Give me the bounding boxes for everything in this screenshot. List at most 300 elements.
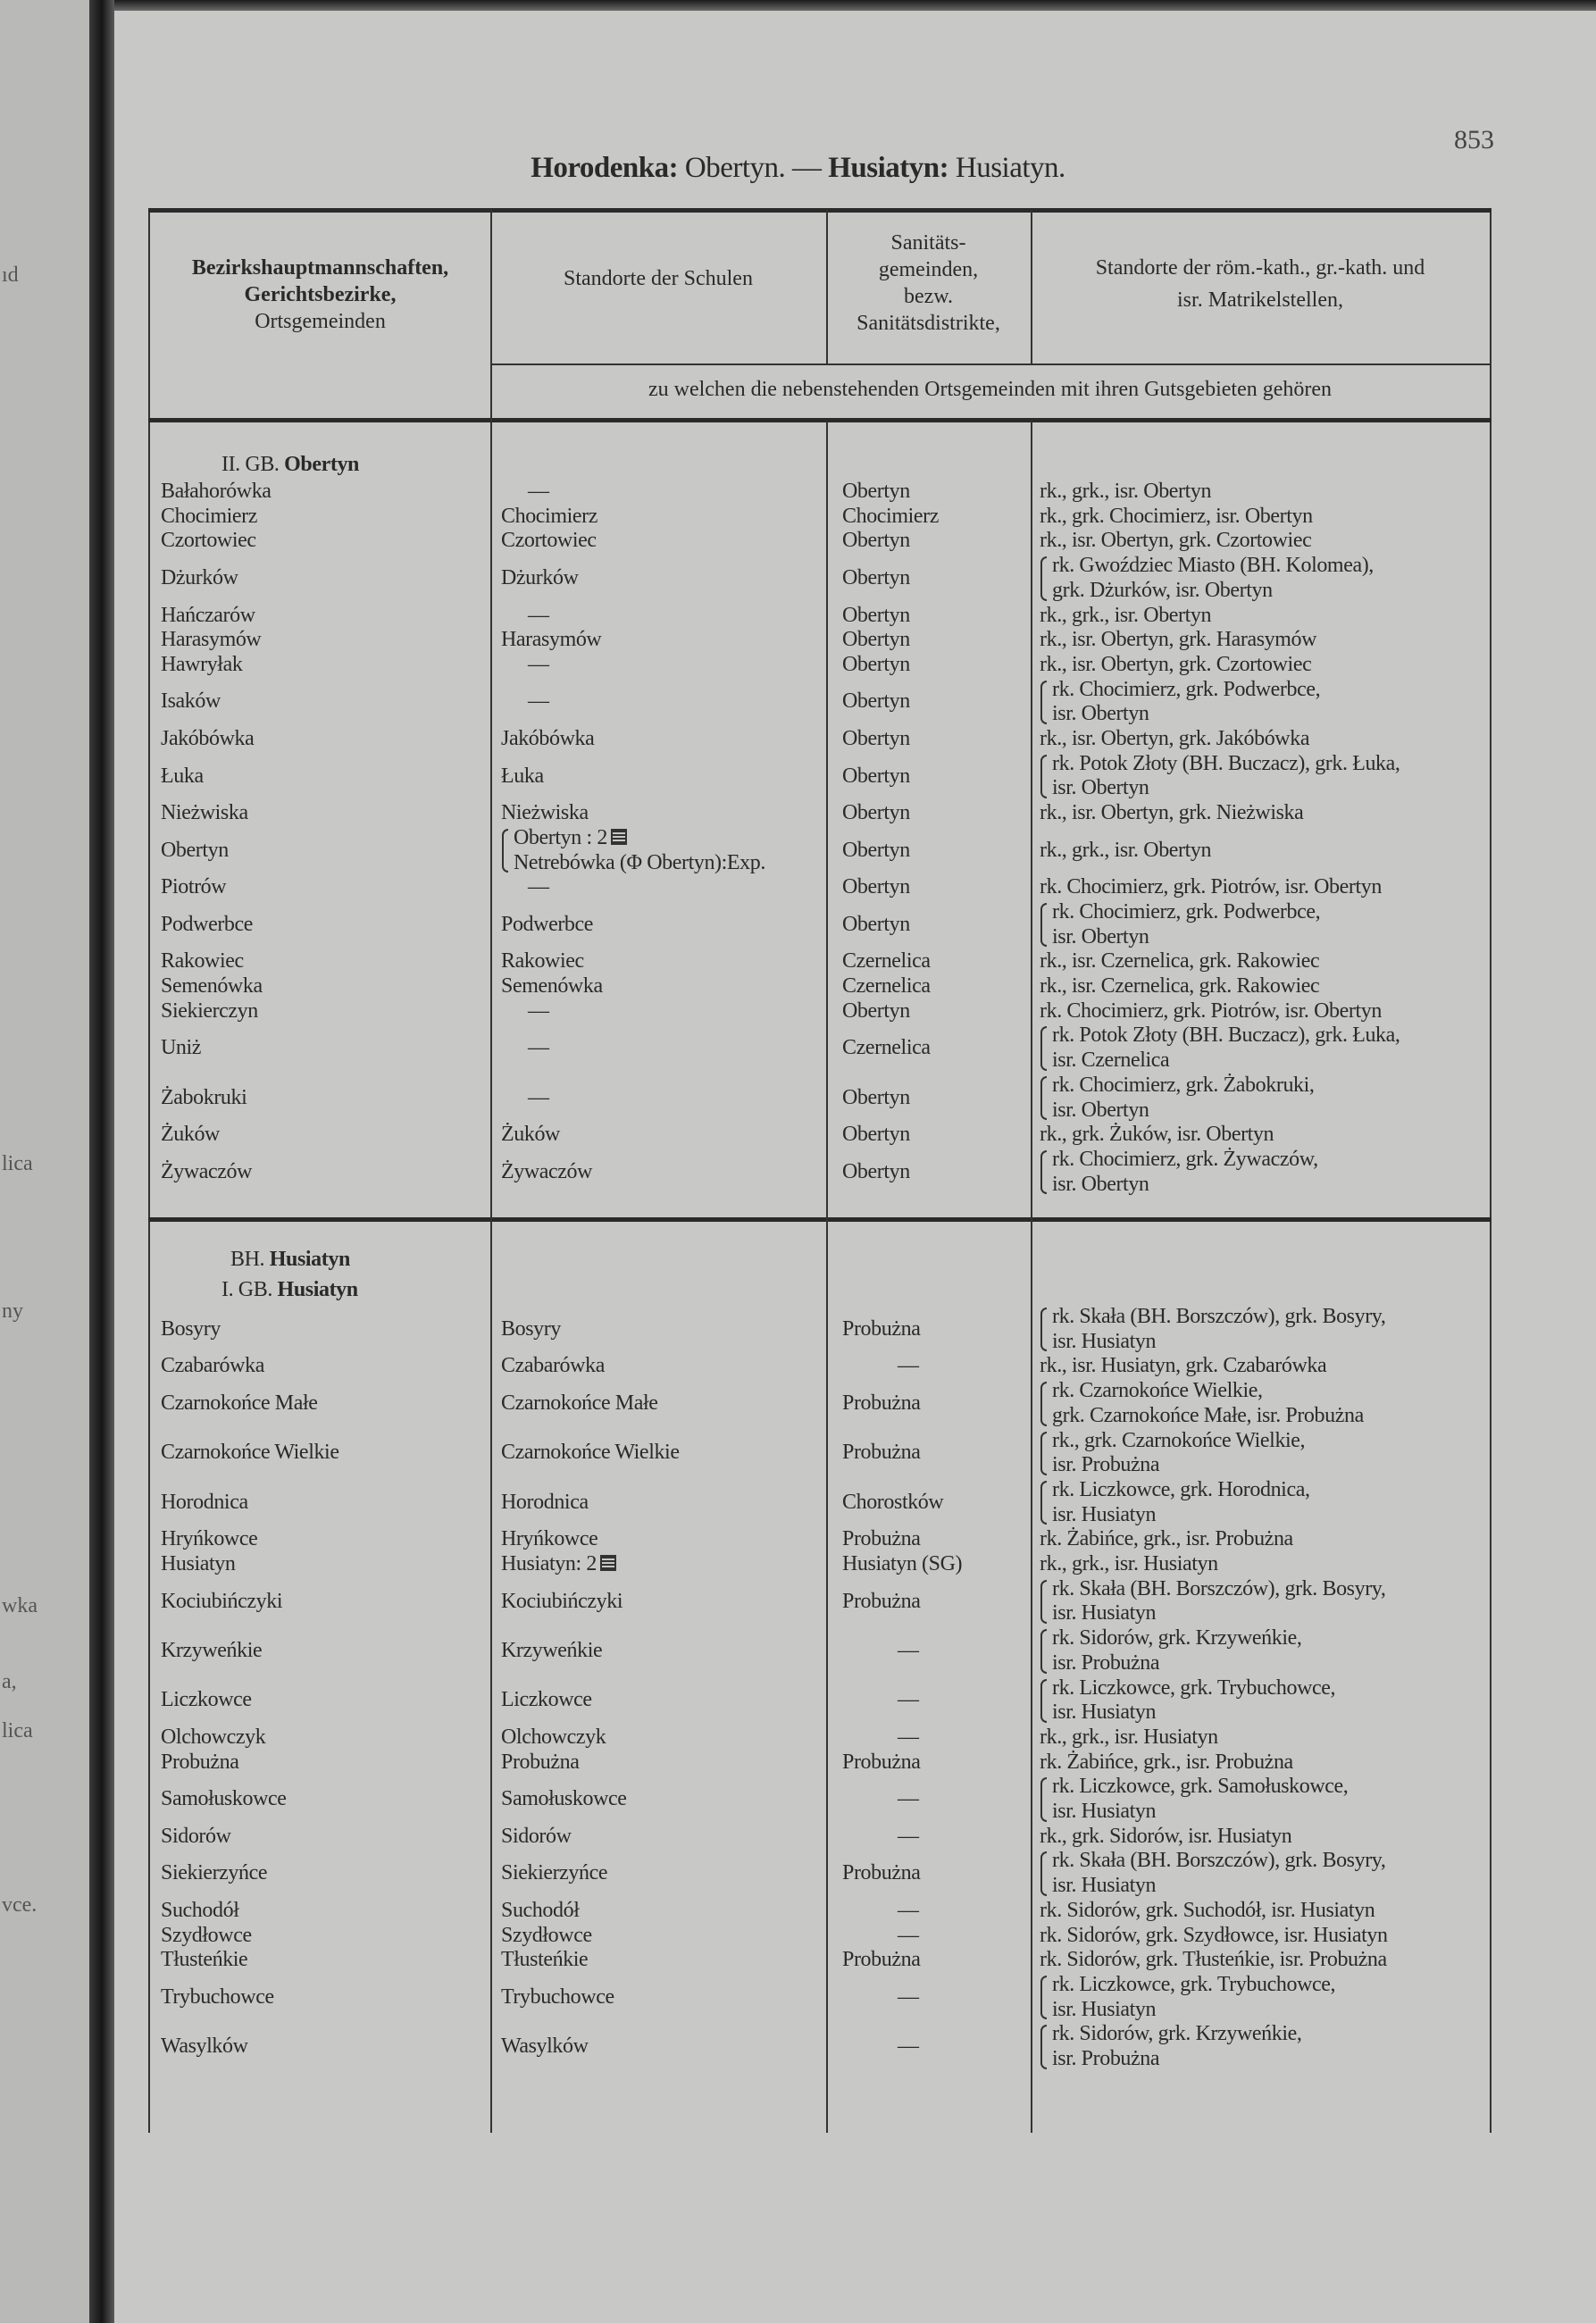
section-obertyn [150, 449, 1490, 1197]
school-location [490, 505, 826, 530]
registry-line: rk. Liczkowce, grk. Horodnica, [1052, 1477, 1310, 1501]
braced-group [1040, 900, 1490, 949]
sanitary-district: Obertyn [842, 875, 910, 899]
sanitary-district: Obertyn [842, 689, 910, 714]
table-row [150, 875, 1490, 900]
table-row [150, 678, 1490, 727]
margin-fragment: wka [2, 1594, 38, 1617]
table-row [150, 949, 1490, 974]
registry-line: rk. Sidorów, grk. Tłusteńkie, isr. Probużna [1040, 1948, 1387, 1972]
registry-locations [1031, 529, 1490, 554]
registry-line: isr. Czernelica [1052, 1049, 1170, 1073]
registry-line: rk. Sidorów, grk. Krzyweńkie, [1052, 2022, 1302, 2046]
registry-line: rk. Chocimierz, grk. Piotrów, isr. Obertyn [1040, 999, 1382, 1023]
registry-line: rk. Chocimierz, grk. Podwerbce, [1052, 899, 1321, 923]
school-line: Tłusteńkie [501, 1948, 589, 1972]
school-line: Jakóbówka [501, 727, 595, 751]
school-location [490, 765, 826, 790]
title-court-2: Husiatyn. [948, 152, 1065, 184]
table-row [150, 900, 1490, 949]
school-location [490, 1985, 826, 2010]
school-location [490, 604, 826, 629]
table-row [150, 1024, 1490, 1073]
school-location [490, 1948, 826, 1973]
registry-line: rk. Skała (BH. Borszczów), grk. Bosyry, [1052, 1576, 1386, 1600]
school-location [490, 1123, 826, 1148]
registry-line: rk. Potok Złoty (BH. Buczacz), grk. Łuka, [1052, 1024, 1400, 1048]
brace-icon [1040, 1026, 1047, 1070]
braced-group [1040, 1148, 1490, 1197]
municipality-name: Żywaczów [161, 1159, 253, 1183]
brace-icon [1040, 903, 1047, 947]
school-location [490, 1317, 826, 1342]
municipality-name: Dżurków [161, 565, 238, 589]
municipality-name: Nieżwiska [161, 801, 248, 825]
municipality-name: Probużna [161, 1750, 239, 1774]
school-location [490, 1688, 826, 1713]
registry-locations [1031, 505, 1490, 530]
margin-fragment: lica [2, 1719, 33, 1742]
table-row [150, 1973, 1490, 2022]
header-text: Sanitätsdistrikte, [856, 312, 1000, 335]
municipality-name: Olchowczyk [161, 1725, 266, 1749]
school-line: Wasylków [501, 2035, 589, 2059]
school-line: Dżurków [501, 565, 579, 589]
header-col-sanitary [826, 230, 1031, 337]
table-row [150, 1148, 1490, 1197]
header-text: Bezirkshauptmannschaften, [191, 256, 449, 280]
section-husiatyn [150, 1244, 1490, 2072]
school-line: — [528, 480, 549, 503]
sanitary-district: Obertyn [842, 1159, 910, 1183]
school-line: Czabarówka [501, 1354, 605, 1378]
header-text: Ortsgemeinden [255, 310, 386, 333]
sanitary-district: Obertyn [842, 529, 910, 553]
sanitary-district: Obertyn [842, 603, 910, 627]
post-office-icon [600, 1555, 616, 1571]
sanitary-district: Probużna [842, 1589, 921, 1613]
school-location [490, 1391, 826, 1416]
brace-icon [1040, 1076, 1047, 1120]
registry-line: isr. Husiatyn [1052, 1874, 1157, 1898]
braced-group [1040, 1429, 1490, 1478]
registry-locations [1031, 1577, 1490, 1626]
school-line: Horodnica [501, 1490, 589, 1514]
municipality-name: Podwerbce [161, 912, 254, 936]
braced-group [1040, 1305, 1490, 1354]
brace-icon [1040, 2025, 1047, 2068]
registry-line: rk., isr. Obertyn, grk. Harasymów [1040, 628, 1317, 652]
sanitary-district: Obertyn [842, 480, 910, 503]
table-row [150, 1726, 1490, 1751]
registry-locations [1031, 900, 1490, 949]
registry-line: rk., isr. Husiatyn, grk. Czabarówka [1040, 1354, 1327, 1378]
table-row [150, 1948, 1490, 1973]
table-row [150, 1478, 1490, 1527]
registry-line: grk. Dżurków, isr. Obertyn [1052, 578, 1273, 602]
brace-icon [1040, 755, 1047, 798]
school-location [490, 1899, 826, 1924]
registry-locations [1031, 1379, 1490, 1428]
municipality-name: Samołuskowce [161, 1787, 287, 1811]
registry-line: isr. Probużna [1052, 1650, 1160, 1675]
municipality-name: Łuka [161, 764, 204, 788]
heading-place: Obertyn [284, 453, 359, 476]
registry-locations [1031, 974, 1490, 999]
municipality-name: Bosyry [161, 1316, 221, 1341]
title-district-2: Husiatyn: [828, 152, 949, 184]
school-location [490, 1825, 826, 1850]
municipality-name: Kociubińczyki [161, 1589, 283, 1613]
sanitary-district: Probużna [842, 1861, 921, 1885]
registry-locations [1031, 1305, 1490, 1354]
sanitary-district: Husiatyn (SG) [842, 1552, 963, 1576]
municipality-name: Piotrów [161, 875, 227, 899]
school-location [490, 1036, 826, 1061]
header-bottom-rule [148, 418, 1492, 422]
table-row [150, 604, 1490, 629]
municipality-name: Szydłowce [161, 1923, 252, 1947]
sanitary-district: Obertyn [842, 565, 910, 589]
school-line: Czarnokońce Małe [501, 1391, 658, 1415]
school-line: Łuka [501, 764, 544, 788]
sanitary-district: — [898, 1898, 919, 1922]
table-row [150, 1379, 1490, 1428]
brace-icon [1040, 1382, 1047, 1425]
registry-locations [1031, 653, 1490, 678]
sanitary-district: Obertyn [842, 652, 910, 676]
brace-icon [1040, 681, 1047, 724]
school-location [490, 529, 826, 554]
subheader-rule [490, 363, 1490, 365]
registry-line: rk., grk. Sidorów, isr. Husiatyn [1040, 1824, 1292, 1848]
school-line: Sidorów [501, 1824, 572, 1848]
table-row [150, 974, 1490, 999]
registry-locations [1031, 1552, 1490, 1577]
registry-locations [1031, 1726, 1490, 1751]
school-location [490, 1639, 826, 1664]
table-row [150, 1577, 1490, 1626]
school-location [490, 1160, 826, 1185]
school-location [490, 1924, 826, 1949]
registry-locations [1031, 1924, 1490, 1949]
registry-line: rk. Sidorów, grk. Szydłowce, isr. Husiatyn [1040, 1923, 1388, 1947]
sanitary-district: — [898, 1688, 919, 1712]
table-row [150, 1527, 1490, 1552]
sanitary-district: — [898, 1985, 919, 2009]
registry-locations [1031, 839, 1490, 864]
margin-fragment: lica [2, 1152, 33, 1175]
registry-locations [1031, 1676, 1490, 1726]
registry-locations [1031, 554, 1490, 603]
registry-locations [1031, 1354, 1490, 1379]
municipality-name: Czarnokońce Wielkie [161, 1441, 339, 1465]
registry-line: rk. Potok Złoty (BH. Buczacz), grk. Łuka, [1052, 751, 1400, 775]
brace-icon [1040, 1851, 1047, 1895]
school-line: Czortowiec [501, 529, 597, 553]
header-text: isr. Matrikelstellen, [1177, 288, 1343, 312]
sanitary-district: Czernelica [842, 974, 931, 999]
sanitary-district: — [898, 1787, 919, 1811]
table-row [150, 826, 1490, 875]
school-location [490, 2035, 826, 2060]
registry-line: rk. Chocimierz, grk. Żabokruki, [1052, 1073, 1315, 1097]
braced-group [1040, 554, 1490, 603]
header-text: gemeinden, [878, 258, 979, 281]
school-line: Siekierzyńce [501, 1861, 608, 1885]
registry-line: rk. Sidorów, grk. Krzyweńkie, [1052, 1626, 1302, 1650]
table-row [150, 653, 1490, 678]
sanitary-district: Czernelica [842, 1036, 931, 1060]
registry-line: isr. Husiatyn [1052, 1601, 1157, 1625]
school-location [490, 1726, 826, 1751]
school-line: — [528, 1036, 549, 1060]
school-location [490, 566, 826, 591]
sanitary-district: Czernelica [842, 949, 931, 973]
brace-icon [1040, 1580, 1047, 1624]
registry-locations [1031, 1074, 1490, 1123]
registry-locations [1031, 678, 1490, 727]
registry-locations [1031, 628, 1490, 653]
table-row [150, 529, 1490, 554]
registry-locations [1031, 875, 1490, 900]
registry-line: rk., isr. Obertyn, grk. Czortowiec [1040, 652, 1312, 676]
registry-line: isr. Obertyn [1052, 776, 1149, 800]
table-row [150, 505, 1490, 530]
book-gutter [89, 0, 114, 2323]
municipality-name: Liczkowce [161, 1688, 252, 1712]
municipality-name: Żuków [161, 1123, 220, 1147]
school-line: Kociubińczyki [501, 1589, 623, 1613]
brace-icon [1040, 1629, 1047, 1673]
registry-line: isr. Obertyn [1052, 702, 1149, 726]
registry-locations [1031, 1478, 1490, 1527]
registry-locations [1031, 1948, 1490, 1973]
municipality-name: Husiatyn [161, 1552, 236, 1576]
sanitary-district: Obertyn [842, 912, 910, 936]
school-line: Szydłowce [501, 1923, 592, 1947]
sanitary-district: — [898, 1354, 919, 1378]
sanitary-district: Obertyn [842, 764, 910, 788]
municipality-name: Sidorów [161, 1824, 231, 1848]
brace-icon [1040, 1150, 1047, 1194]
municipality-name: Tłusteńkie [161, 1948, 248, 1972]
table-row [150, 1552, 1490, 1577]
table-row [150, 554, 1490, 603]
registry-locations [1031, 1751, 1490, 1776]
sanitary-district: Obertyn [842, 727, 910, 751]
school-line: Nieżwiska [501, 801, 589, 825]
title-court-1: Obertyn. — [678, 152, 829, 184]
municipality-name: Obertyn [161, 838, 229, 862]
register-table [148, 210, 1492, 2133]
sanitary-district: Obertyn [842, 999, 910, 1023]
registry-locations [1031, 801, 1490, 826]
table-row [150, 1626, 1490, 1675]
school-line: Harasymów [501, 628, 602, 652]
school-line: Samołuskowce [501, 1787, 627, 1811]
page-title [0, 152, 1596, 185]
registry-line: rk., grk., isr. Obertyn [1040, 480, 1212, 503]
municipality-name: Jakóbówka [161, 727, 255, 751]
registry-line: rk., grk. Żuków, isr. Obertyn [1040, 1123, 1274, 1147]
braced-group [1040, 1775, 1490, 1824]
sanitary-district: Obertyn [842, 1123, 910, 1147]
municipality-name: Harasymów [161, 628, 262, 652]
school-line: Suchodół [501, 1898, 580, 1922]
brace-icon [1040, 1432, 1047, 1475]
heading-prefix: II. GB. [221, 453, 285, 476]
table-row [150, 1825, 1490, 1850]
registry-line: isr. Husiatyn [1052, 1800, 1157, 1824]
school-location [490, 1491, 826, 1516]
registry-line: rk. Chocimierz, grk. Żywaczów, [1052, 1147, 1318, 1171]
municipality-name: Suchodół [161, 1898, 239, 1922]
municipality-name: Semenówka [161, 974, 263, 999]
table-row [150, 999, 1490, 1024]
brace-icon [502, 829, 508, 873]
municipality-name: Żabokruki [161, 1085, 247, 1109]
school-line: Semenówka [501, 974, 603, 999]
header-text: Sanitäts- [890, 231, 966, 255]
section-heading [150, 1274, 1490, 1305]
municipality-name: Siekierzyńce [161, 1861, 268, 1885]
page-number: 853 [1454, 125, 1494, 155]
registry-locations [1031, 999, 1490, 1024]
school-line: Liczkowce [501, 1688, 592, 1712]
table-row [150, 1354, 1490, 1379]
registry-locations [1031, 1849, 1490, 1898]
school-location [490, 1787, 826, 1812]
registry-locations [1031, 752, 1490, 801]
sanitary-district: Obertyn [842, 838, 910, 862]
table-row [150, 1074, 1490, 1123]
registry-locations [1031, 2022, 1490, 2071]
registry-line: rk., grk., isr. Obertyn [1040, 603, 1212, 627]
school-location [490, 826, 826, 875]
registry-line: rk., grk., isr. Obertyn [1040, 838, 1212, 862]
registry-locations [1031, 727, 1490, 752]
registry-line: rk. Skała (BH. Borszczów), grk. Bosyry, [1052, 1305, 1386, 1328]
sanitary-district: Chorostków [842, 1490, 944, 1514]
table-top-rule [148, 208, 1492, 213]
school-line: Podwerbce [501, 912, 594, 936]
registry-locations [1031, 1148, 1490, 1197]
sanitary-district: — [898, 1725, 919, 1749]
registry-line: rk. Sidorów, grk. Suchodół, isr. Husiatyn [1040, 1898, 1375, 1922]
heading-prefix: BH. [230, 1248, 270, 1271]
table-row [150, 1676, 1490, 1726]
school-line: — [528, 875, 549, 899]
table-row [150, 1924, 1490, 1949]
post-office-icon [611, 829, 627, 845]
school-location [490, 628, 826, 653]
braced-group [1040, 2022, 1490, 2071]
registry-line: rk. Chocimierz, grk. Piotrów, isr. Obertyn [1040, 875, 1382, 899]
registry-line: rk., isr. Czernelica, grk. Rakowiec [1040, 974, 1320, 999]
school-line: — [528, 652, 549, 676]
school-location [490, 727, 826, 752]
table-row [150, 1849, 1490, 1898]
header-col-municipalities [150, 255, 490, 335]
scan-top-edge [0, 0, 1596, 11]
school-location [490, 1861, 826, 1886]
brace-icon [1040, 1976, 1047, 2019]
school-location [490, 653, 826, 678]
municipality-name: Czortowiec [161, 529, 256, 553]
municipality-name: Bałahorówka [161, 480, 272, 503]
registry-line: rk. Liczkowce, grk. Trybuchowce, [1052, 1972, 1336, 1996]
municipality-name: Chocimierz [161, 504, 257, 528]
table-row [150, 727, 1490, 752]
brace-icon [1040, 1308, 1047, 1351]
registry-line: isr. Probużna [1052, 2047, 1160, 2071]
registry-line: rk., grk., isr. Husiatyn [1040, 1725, 1218, 1749]
braced-group [1040, 1379, 1490, 1428]
registry-locations [1031, 949, 1490, 974]
sanitary-district: Probużna [842, 1441, 921, 1465]
school-line: Żywaczów [501, 1159, 593, 1183]
braced-group [1040, 1676, 1490, 1726]
school-location [490, 480, 826, 505]
municipality-name: Trybuchowce [161, 1985, 274, 2009]
school-location [490, 689, 826, 714]
braced-group [1040, 1626, 1490, 1675]
registry-locations [1031, 604, 1490, 629]
school-line: Rakowiec [501, 949, 584, 973]
table-row [150, 628, 1490, 653]
table-row [150, 480, 1490, 505]
school-line: — [528, 999, 549, 1023]
school-location [490, 1086, 826, 1111]
municipality-name: Siekierczyn [161, 999, 258, 1023]
header-text: Gerichtsbezirke, [244, 283, 397, 306]
registry-line: rk., grk. Czarnokońce Wielkie, [1052, 1428, 1306, 1452]
registry-line: grk. Czarnokońce Małe, isr. Probużna [1052, 1403, 1364, 1427]
registry-line: rk., isr. Obertyn, grk. Jakóbówka [1040, 727, 1310, 751]
sanitary-district: Probużna [842, 1527, 921, 1551]
school-line: Bosyry [501, 1316, 561, 1341]
table-row [150, 752, 1490, 801]
registry-line: rk., grk. Chocimierz, isr. Obertyn [1040, 504, 1313, 528]
municipality-name: Czabarówka [161, 1354, 264, 1378]
registry-locations [1031, 1899, 1490, 1924]
municipality-name: Hawryłak [161, 652, 243, 676]
registry-line: isr. Probużna [1052, 1453, 1160, 1477]
sanitary-district: Obertyn [842, 1085, 910, 1109]
school-location [490, 999, 826, 1024]
sanitary-district: Probużna [842, 1750, 921, 1774]
braced-group [1040, 1973, 1490, 2022]
school-line: — [528, 603, 549, 627]
school-line: Czarnokońce Wielkie [501, 1441, 680, 1465]
sanitary-district: Probużna [842, 1316, 921, 1341]
school-location [490, 801, 826, 826]
school-location [490, 875, 826, 900]
braced-group [1040, 1024, 1490, 1073]
table-row [150, 2022, 1490, 2071]
registry-line: rk., isr. Czernelica, grk. Rakowiec [1040, 949, 1320, 973]
municipality-name: Rakowiec [161, 949, 244, 973]
sanitary-district: — [898, 1824, 919, 1848]
heading-place: Husiatyn [277, 1278, 358, 1301]
school-location [490, 1527, 826, 1552]
braced-group [1040, 1849, 1490, 1898]
school-location [490, 1751, 826, 1776]
registry-line: isr. Husiatyn [1052, 1502, 1157, 1526]
brace-icon [1040, 1481, 1047, 1525]
registry-line: rk. Liczkowce, grk. Samołuskowce, [1052, 1775, 1349, 1799]
